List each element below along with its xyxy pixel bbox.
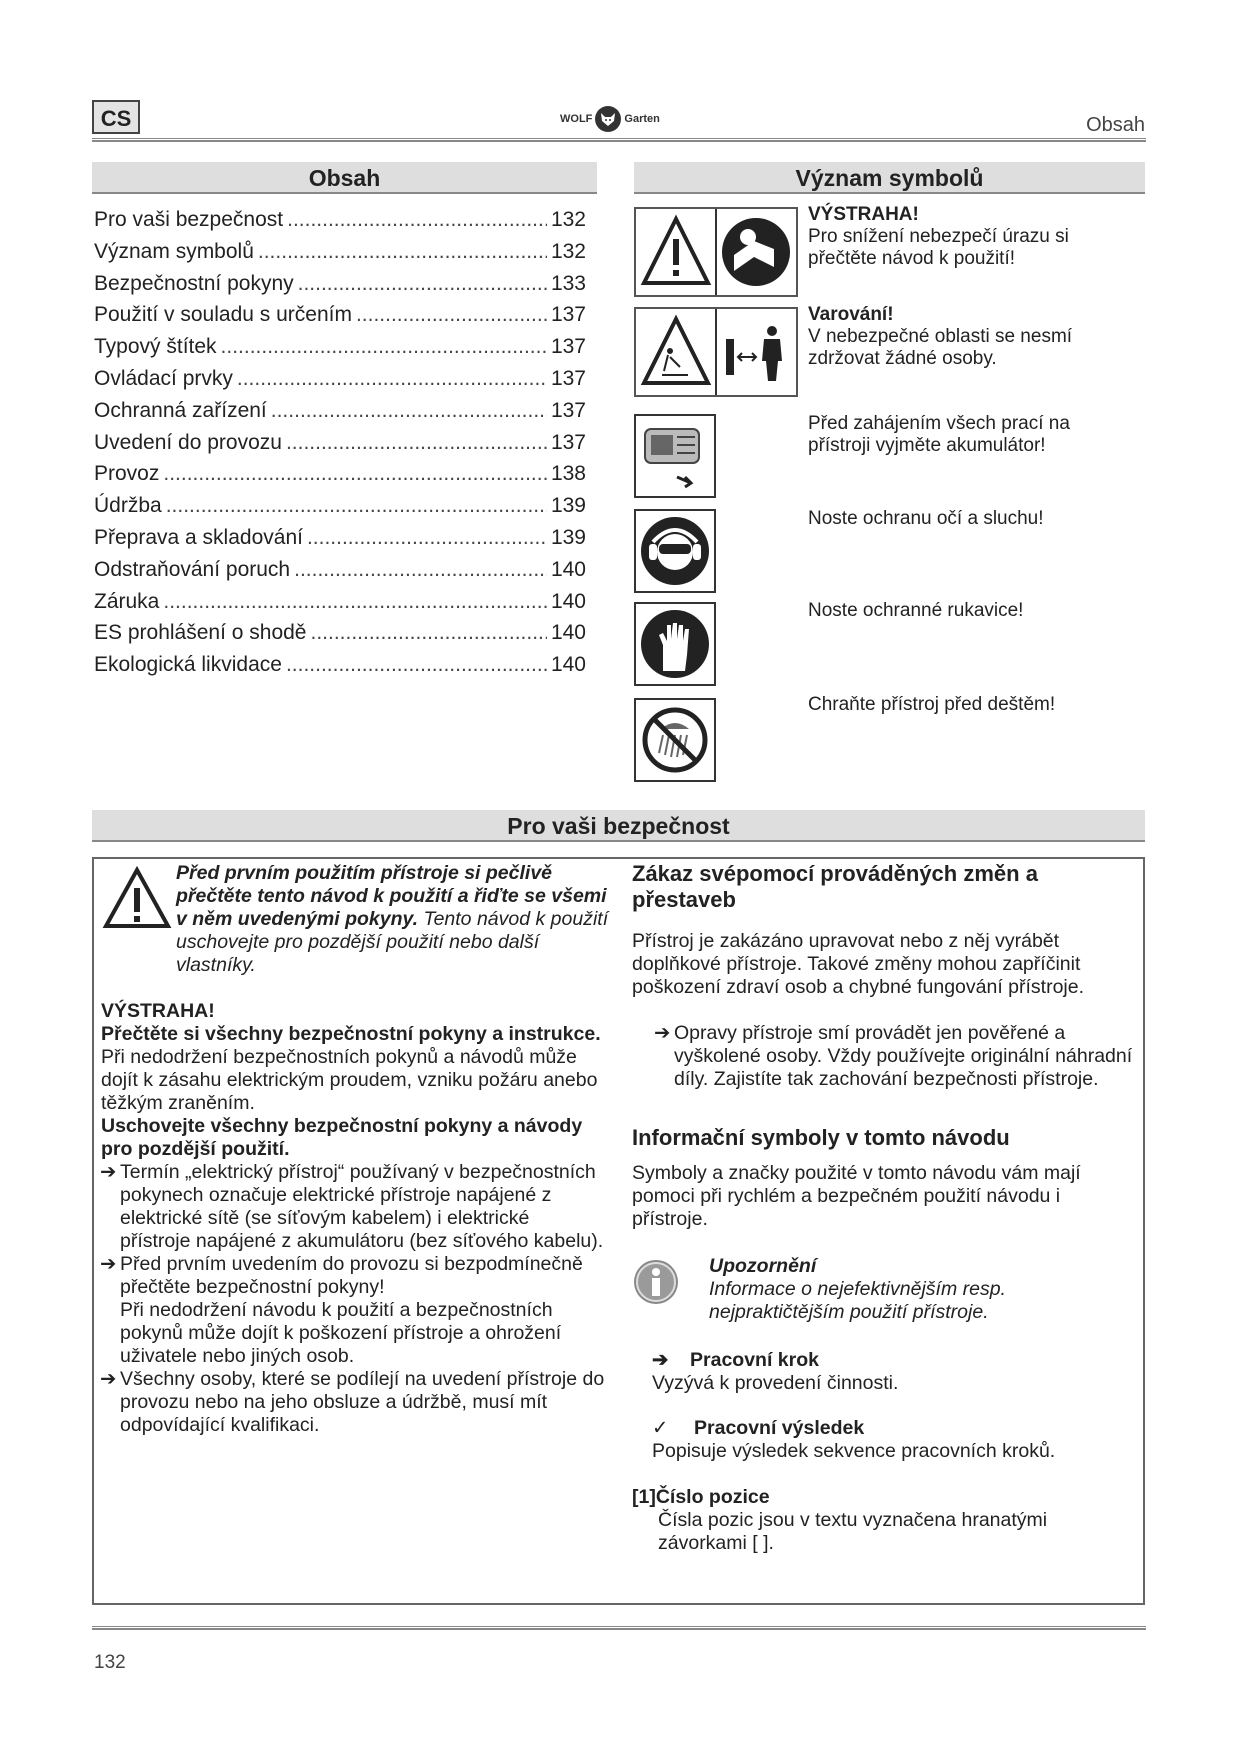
table-of-contents [94, 204, 586, 681]
arrow-right-icon: ➔ [652, 1349, 669, 1371]
toc-item [94, 204, 586, 236]
toc-leader-dots [356, 299, 547, 331]
arrow-right-icon: ➔ [100, 1161, 117, 1183]
brand-logo [560, 104, 660, 134]
toc-item [94, 427, 586, 459]
toc-item [94, 331, 586, 363]
wolf-head-icon [595, 106, 621, 132]
toc-item [94, 395, 586, 427]
toc-item-label: Ochranná zařízení [94, 398, 267, 422]
symbol-5-text: Noste ochranné rukavice! [808, 600, 1024, 621]
toc-leader-dots [271, 395, 547, 427]
footer-divider [92, 1626, 1146, 1630]
toc-item-label: Bezpečnostní pokyny [94, 271, 294, 295]
toc-leader-dots [237, 363, 547, 395]
toc-item-page: 139 [550, 494, 586, 518]
toc-item-label: ES prohlášení o shodě [94, 621, 307, 645]
toc-item-page: 140 [550, 653, 586, 677]
toc-item-label: Typový štítek [94, 335, 217, 359]
safety-warning-block: VÝSTRAHA! Přečtěte si všechny bezpečnostní pokyny a instrukce. Při nedodržení bezpečnostních pokynů a návodů může dojít k zásahu elektrickým proudem, vzniku požáru anebo těžkým zraněním. Uschovejte všechny bezpečnostní pokyny a návody pro pozdější použití. [101, 1000, 601, 1160]
position-number-block: [1]Číslo pozice Čísla pozic jsou v textu vyznačena hranatými závorkami [ ]. [632, 1486, 1048, 1554]
toc-item [94, 299, 586, 331]
changes-bullet: ➔ Opravy přístroje smí provádět jen pověřené a vyškolené osoby. Vždy používejte originální náhradní díly. Zajistíte tak zachování bezpečnosti přístroje. [654, 1022, 1133, 1090]
toc-item-label: Ovládací prvky [94, 366, 233, 390]
toc-item-label: Přeprava a skladování [94, 525, 303, 549]
toc-leader-dots [294, 554, 547, 586]
work-result-block: ✓ Pracovní výsledek Popisuje výsledek sekvence pracovních kroků. [652, 1417, 1056, 1462]
checkmark-icon: ✓ [652, 1417, 669, 1439]
toc-item-label: Záruka [94, 589, 160, 613]
toc-item [94, 236, 586, 268]
toc-item-page: 132 [550, 208, 586, 231]
no-rain-icon [634, 698, 716, 782]
eye-ear-protection-icon [634, 509, 716, 593]
toc-item [94, 649, 586, 681]
toc-item [94, 458, 586, 490]
toc-leader-dots [307, 522, 547, 554]
toc-item-label: Údržba [94, 494, 162, 518]
safety-title: Pro vaši bezpečnost [92, 810, 1145, 842]
list-item: ➔ Termín „elektrický přístroj“ používaný v bezpečnostních pokynech označuje elektrické přístroje napájené z elektrické sítě (se síťovým kabelem) i elektrické přístroje napájené z akumulátoru (bez síťového kabelu). [100, 1161, 604, 1252]
toc-item-page: 140 [550, 589, 586, 613]
info-icon [632, 1258, 680, 1306]
toc-title: Obsah [92, 162, 597, 194]
language-badge: CS [92, 100, 140, 134]
arrow-right-icon: ➔ [100, 1368, 117, 1390]
toc-item-label: Význam symbolů [94, 239, 254, 263]
toc-leader-dots [163, 586, 547, 618]
changes-text: Přístroj je zakázáno upravovat nebo z něj vyrábět doplňkové přístroje. Takové změny mohou zapříčinit poškození zdraví osob a chybné fungování přístroje. [632, 930, 1085, 998]
toc-item-label: Použití v souladu s určením [94, 303, 352, 327]
protective-gloves-icon [634, 602, 716, 686]
toc-leader-dots [286, 427, 547, 459]
list-item: ➔ Před prvním uvedením do provozu si bezpodmínečně přečtěte bezpečnostní pokyny! Při nedodržení návodu k použití a bezpečnostních pokynů může dojít k poškození přístroje a ohrožení uživatele nebo jiných osob. [100, 1253, 583, 1367]
toc-leader-dots [163, 458, 547, 490]
toc-item-label: Odstraňování poruch [94, 557, 291, 581]
header-section-title: Obsah [1086, 114, 1145, 136]
toc-item-page: 137 [550, 398, 586, 422]
work-step-block: ➔ Pracovní krok Vyzývá k provedení činnosti. [652, 1349, 899, 1394]
toc-item-page: 140 [550, 557, 586, 581]
toc-item-page: 137 [550, 430, 586, 454]
info-symbols-text: Symboly a značky použité v tomto návodu vám mají pomoci při rychlém a bezpečném použití návodu i přístroje. [632, 1162, 1081, 1230]
toc-item-page: 139 [550, 525, 586, 549]
toc-item-page: 132 [550, 239, 586, 263]
safety-bullet-list [100, 1161, 605, 1437]
toc-item-label: Ekologická likvidace [94, 653, 282, 677]
changes-heading: Zákaz svépomocí prováděných změn a přestaveb [632, 861, 1038, 912]
toc-item [94, 617, 586, 649]
logo-right-text: Garten [624, 113, 660, 125]
toc-item-page: 137 [550, 366, 586, 390]
toc-item-page: 133 [550, 271, 586, 295]
header-divider [92, 138, 1146, 142]
arrow-right-icon: ➔ [100, 1253, 117, 1275]
toc-item-label: Provoz [94, 462, 160, 486]
symbol-1-text: VÝSTRAHA! Pro snížení nebezpečí úrazu si přečtěte návod k použití! [808, 204, 1069, 269]
symbol-4-text: Noste ochranu očí a sluchu! [808, 508, 1044, 529]
toc-leader-dots [287, 204, 547, 236]
toc-item [94, 268, 586, 300]
toc-item [94, 586, 586, 618]
toc-item [94, 490, 586, 522]
symbol-2-text: Varování! V nebezpečné oblasti se nesmí zdržovat žádné osoby. [808, 304, 1073, 369]
symbol-6-text: Chraňte přístroj před deštěm! [808, 694, 1056, 715]
symbol-danger-zone [634, 307, 798, 397]
symbols-title: Význam symbolů [634, 162, 1145, 194]
toc-item-label: Uvedení do provozu [94, 430, 282, 454]
toc-leader-dots [258, 236, 547, 268]
toc-item [94, 522, 586, 554]
arrow-right-icon: ➔ [654, 1022, 671, 1044]
toc-item-page: 137 [550, 303, 586, 327]
info-symbols-heading: Informační symboly v tomto návodu [632, 1125, 1010, 1150]
toc-leader-dots [286, 649, 547, 681]
toc-item [94, 554, 586, 586]
toc-leader-dots [298, 268, 547, 300]
list-item: ➔ Všechny osoby, které se podílejí na uvedení přístroje do provozu nebo na jeho obsluze a údržbě, musí mít odpovídající kvalifikaci. [100, 1368, 605, 1436]
toc-leader-dots [221, 331, 547, 363]
symbol-read-manual [634, 207, 798, 297]
symbol-3-text: Před zahájením všech prací na přístroji vyjměte akumulátor! [808, 413, 1070, 456]
toc-item [94, 363, 586, 395]
toc-item-page: 138 [550, 462, 586, 486]
thrown-objects-icon [644, 319, 708, 383]
page-number: 132 [94, 1652, 126, 1673]
toc-item-page: 137 [550, 335, 586, 359]
remove-battery-icon [634, 414, 716, 498]
safety-intro: Před prvním použitím přístroje si pečlivě přečtěte tento návod k použití a řiďte se všemi v něm uvedenými pokyny. Tento návod k použití uschovejte pro pozdější použití nebo další vlastníky. [176, 862, 609, 976]
toc-leader-dots [166, 490, 547, 522]
distance-icon [726, 339, 734, 375]
toc-item-page: 140 [550, 621, 586, 645]
toc-item-label: Pro vaši bezpečnost [94, 208, 284, 231]
warning-triangle-icon [102, 866, 172, 930]
note-block: Upozornění Informace o nejefektivnějším resp. nejpraktičtějším použití přístroje. [709, 1255, 1006, 1323]
logo-left-text: WOLF [560, 113, 593, 125]
toc-leader-dots [310, 617, 546, 649]
